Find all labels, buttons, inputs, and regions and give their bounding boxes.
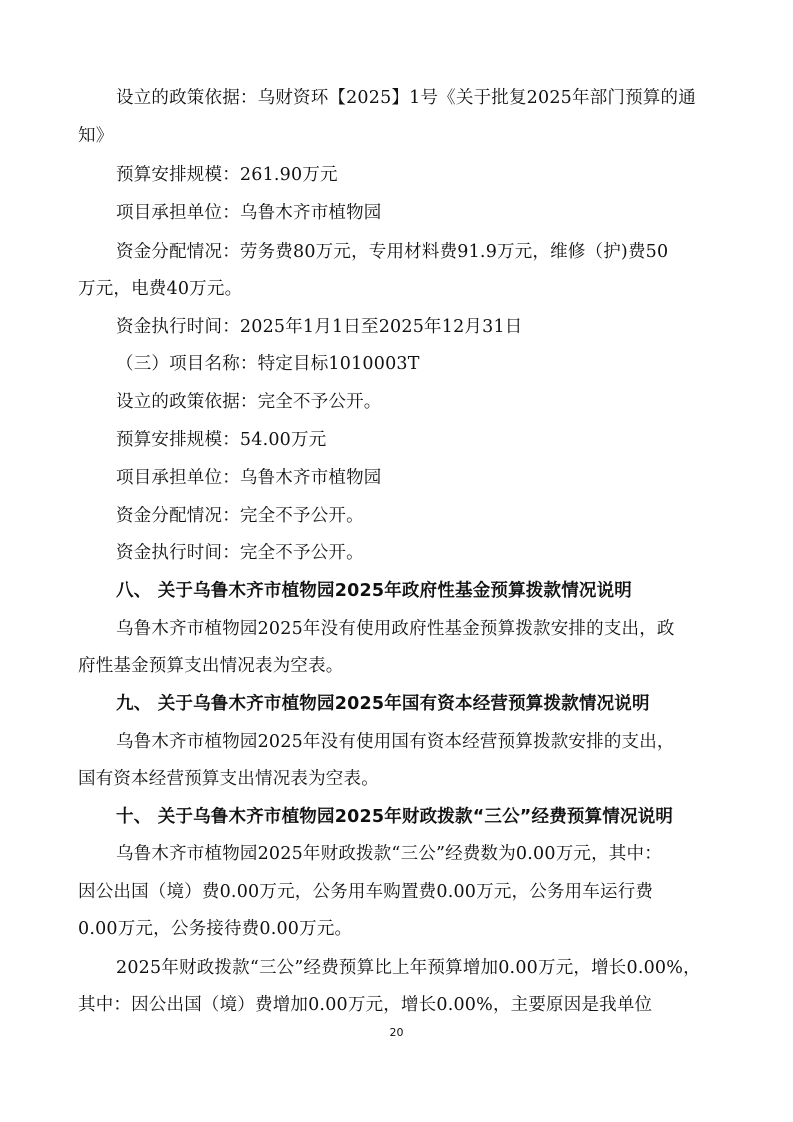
paragraph-line: 其中：因公出国（境）费增加0.00万元，增长0.00%，主要原因是我单位 (78, 995, 653, 1015)
paragraph-line: 国有资本经营预算支出情况表为空表。 (78, 769, 379, 789)
paragraph-line: 预算安排规模：261.90万元 (116, 165, 338, 185)
paragraph-line: 府性基金预算支出情况表为空表。 (78, 656, 344, 676)
paragraph-line: 资金执行时间：完全不予公开。 (116, 543, 364, 563)
paragraph-line: 2025年财政拨款“三公”经费预算比上年预算增加0.00万元，增长0.00%， (116, 958, 701, 978)
paragraph-line: 乌鲁木齐市植物园2025年没有使用国有资本经营预算拨款安排的支出， (116, 732, 675, 752)
section-subtitle: （三）项目名称：特定目标1010003T (116, 354, 420, 374)
paragraph-line: 乌鲁木齐市植物园2025年没有使用政府性基金预算拨款安排的支出，政 (116, 619, 675, 639)
paragraph-line: 乌鲁木齐市植物园2025年财政拨款“三公”经费数为0.00万元，其中： (116, 844, 662, 864)
page-number: 20 (389, 1026, 404, 1039)
paragraph-line: 万元，电费40万元。 (78, 279, 243, 299)
paragraph-line: 0.00万元，公务接待费0.00万元。 (78, 919, 353, 939)
section-heading: 八、 关于乌鲁木齐市植物园2025年政府性基金预算拨款情况说明 (116, 581, 632, 601)
paragraph-line: 资金执行时间：2025年1月1日至2025年12月31日 (116, 317, 523, 337)
paragraph-line: 项目承担单位：乌鲁木齐市植物园 (116, 468, 382, 488)
paragraph-line: 资金分配情况：完全不予公开。 (116, 506, 364, 526)
paragraph-line: 预算安排规模：54.00万元 (116, 430, 327, 450)
paragraph-line: 因公出国（境）费0.00万元，公务用车购置费0.00万元，公务用车运行费 (78, 882, 654, 902)
paragraph-line: 项目承担单位：乌鲁木齐市植物园 (116, 203, 382, 223)
paragraph-line: 设立的政策依据：完全不予公开。 (116, 392, 382, 412)
paragraph-line: 资金分配情况：劳务费80万元，专用材料费91.9万元，维修（护)费50 (116, 242, 669, 262)
paragraph-line: 知》 (78, 126, 114, 146)
section-heading: 十、 关于乌鲁木齐市植物园2025年财政拨款“三公”经费预算情况说明 (116, 807, 674, 827)
section-heading: 九、 关于乌鲁木齐市植物园2025年国有资本经营预算拨款情况说明 (116, 694, 650, 714)
paragraph-line: 设立的政策依据：乌财资环【2025】1号《关于批复2025年部门预算的通 (116, 88, 696, 108)
